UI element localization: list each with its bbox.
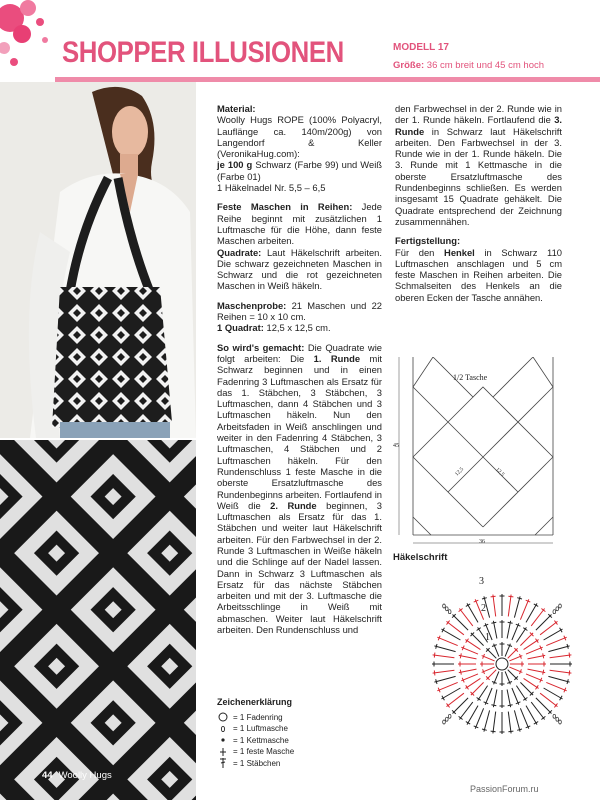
henkel-bold: Henkel [444,246,475,258]
stitch-crossbar-symbol [508,596,513,597]
amount-text: Schwarz (Farbe 99) und Weiß (Farbe 01) [217,159,383,182]
size-info [393,60,544,71]
chain-stitch-symbol [559,720,562,724]
chain-stitch-symbol [556,717,559,721]
stitch-crossbar-symbol [543,653,544,658]
ring-icon [217,712,231,722]
double-crochet-symbol [546,682,566,690]
fertig-heading: Fertigstellung: [395,235,461,247]
woman-carrying-shopper-photo [0,82,196,438]
double-crochet-symbol [514,710,520,731]
stitch-crossbar-symbol [508,705,513,706]
col2-text-2: in Schwarz laut Häkelschrift arbeiten. Den Farbwechsel in der 3. Runde wie in der 1. Runde häkeln. Die 3. Runde mit 1 Kettmasche in die oberste Ersatzluftmasche des Rundenbeginns schließen. Es werden insgesamt 15 Quadrate gehäkelt. Die Quadrate entsprechend der Zeichnung zusammennähen. [395,125,562,227]
magic-ring-symbol [496,658,508,670]
size-label: Größe: [393,60,425,71]
single-crochet-rows-paragraph [217,201,382,291]
fertig-text-1: Für den [395,246,435,258]
grid-line [413,517,431,535]
chain-stitch-symbol [448,714,451,718]
double-crochet-symbol [508,712,511,734]
double-crochet-symbol [546,637,566,645]
page-number: 44 [42,770,53,781]
chain-stitch-symbol [448,610,451,614]
stitch-crossbar-symbol [460,653,461,658]
double-crochet-symbol [478,686,488,701]
stitch-crossbar-symbol [436,679,437,684]
stitch-crossbar-symbol [491,731,496,732]
double-crochet-symbol [459,669,477,673]
double-crochet-symbol [512,623,519,640]
double-crochet-symbol [550,670,572,673]
gauge-paragraph [217,300,382,334]
stitch-crossbar-symbol [569,670,570,675]
quadrat-heading: 1 Quadrat: [217,322,264,334]
material-heading: Material: [217,103,256,114]
chain-stitch-symbol [553,714,556,718]
stitch-crossbar-symbol [567,679,568,684]
runde-1-bold: 1. Runde [313,352,361,364]
legend-item [217,758,387,770]
stitch-crossbar-symbol [460,670,461,675]
height-label: 45 [393,443,399,449]
material-text: Woolly Hugs ROPE (100% Polyacryl, Lauflänge ca. 140m/200g) von Langendorf & Keller (VeronikaHug.com): [217,114,382,160]
double-crochet-symbol [526,603,537,622]
double-crochet-symbol [516,686,526,701]
double-crochet-symbol [528,669,546,673]
material-paragraph [217,103,382,193]
stitch-crossbar-symbol [491,596,496,597]
quadrate-text: Laut Häkelschrift arbeiten. Die schwarz gezeichneten Maschen in Schwarz und die rot gezeichneten Maschen in Weiß häkeln. [217,246,382,292]
stitch-crossbar-symbol [517,729,522,730]
chain-stitch-symbol [446,607,449,611]
double-crochet-symbol [520,633,533,646]
chain-stitch-symbol [443,604,446,608]
paint-splash-decoration [0,0,70,80]
chart-stitches [432,594,572,734]
round-label-3: 3 [479,576,484,587]
double-crochet-symbol [507,621,511,639]
double-crochet-symbol [514,596,520,617]
chain-stitch-symbol [559,604,562,608]
legend-item [217,712,387,724]
chain-stitch-symbol [553,610,556,614]
article-title: SHOPPER ILLUSIONEN [62,36,344,69]
stitch-crossbar-symbol [482,598,487,599]
chain-stitch-symbol [446,717,449,721]
instructions-column-1 [217,103,382,643]
legend-item [217,746,387,758]
chain-stitch-symbol [556,607,559,611]
double-crochet-symbol [528,655,546,659]
slip-stitch-icon [217,735,231,745]
gemacht-text-1: Die Quadrate wie folgt arbeiten: Die [217,341,382,364]
double-crochet-symbol [461,647,478,654]
width-label: 36 [479,539,485,545]
double-crochet-symbol [526,647,543,654]
hook-text: 1 Häkelnadel Nr. 5,5 – 6,5 [217,182,326,194]
instructions-column-2 [395,103,562,311]
double-crochet-symbol [516,627,526,642]
legend-label: = 1 Stäbchen [233,758,281,768]
double-crochet-symbol [461,674,478,681]
double-crochet-symbol [471,682,484,695]
legend-label: = 1 Kettmasche [233,735,289,745]
bag-detail-illustration [0,440,196,800]
runde-2-bold: 2. Runde [270,499,317,511]
double-crochet-symbol [471,633,484,646]
gemacht-heading: So wird's gemacht: [217,341,305,353]
magazine-name: Woolly Hugs [58,770,112,781]
double-crochet-symbol [526,674,543,681]
stitch-crossbar-symbol [491,622,496,623]
woman-illustration [0,82,196,438]
double-crochet-symbol [433,655,455,658]
double-crochet-symbol [520,599,528,619]
double-crochet-symbol [550,655,572,658]
round-label-1: 1 [485,632,490,643]
double-crochet-symbol [437,682,457,690]
fertig-text-2: in Schwarz 110 Luftmaschen anschlagen und 5 cm feste Maschen in Reihen arbeiten. Die Schmalseiten des Henkels an die oberen Ecken der Tasche annähen. [395,246,562,303]
single-crochet-icon [217,747,231,757]
square-label-1: 12,5 [454,466,466,478]
gemacht-text-3: beginnen, 3 Luftmaschen als Ersatz für das 1. Stäbchen und weiter laut Häkelschrift arbeiten. Für den Farbwechsel in der 2. Runde 3 Luftmaschen in Weiße häkeln und die Schlinge auf der Nadel lassen. Dann in Schwarz 3 Luftmaschen als Ersatz für das nächste Stäbchen arbeiten und mit der 3. Luftmasche die Arbeitsschlinge in Weiß mit abmaschen. Weiter laut Häkelschrift arbeiten. Den Rundenschluss und [217,499,382,636]
continuation-paragraph [395,103,562,227]
double-crochet-symbol [526,706,537,725]
grid-line [448,457,483,492]
crochet-chart [393,564,600,790]
double-crochet-symbol [524,640,539,650]
legend-item [217,735,387,747]
legend-label: = 1 Luftmasche [233,724,288,733]
diagram-label: 1/2 Tasche [453,373,488,382]
double-crochet-symbol [441,629,460,640]
square-label-2: 12,5 [494,466,506,478]
fm-text: Jede Reihe beginnt mit zusätzlichen 1 Luftmasche für die Höhe, dann feste Maschen arbeiten. [217,201,382,247]
fm-heading: Feste Maschen in Reihen: [217,201,353,213]
double-crochet-symbol [433,670,455,673]
crochet-chart-title: Häkelschrift [393,552,448,563]
stitch-crossbar-symbol [508,731,513,732]
double-crochet-symbol [508,595,511,617]
double-crochet-symbol [544,629,563,640]
grid-line [413,397,473,457]
probe-heading: Maschenprobe: [217,299,287,311]
stitch-crossbar-symbol [482,729,487,730]
double-crochet-symbol [437,637,457,645]
grid-line [535,517,553,535]
double-crochet-icon [217,758,231,768]
double-crochet-symbol [512,688,519,705]
stitch-crossbar-symbol [567,644,568,649]
stitch-crossbar-symbol [569,653,570,658]
stitch-crossbar-symbol [434,670,435,675]
double-crochet-symbol [441,688,460,699]
double-crochet-symbol [467,603,478,622]
double-crochet-symbol [434,646,455,652]
round-label-2: 2 [481,603,486,614]
double-crochet-symbol [524,678,539,688]
finishing-paragraph [395,235,562,303]
double-crochet-symbol [434,676,455,682]
how-to-paragraph [217,342,382,636]
stitch-crossbar-symbol [508,622,513,623]
double-crochet-symbol [493,690,497,708]
legend-label: = 1 Fadenring [233,712,283,722]
double-crochet-symbol [548,646,569,652]
stitch-crossbar-symbol [434,653,435,658]
double-crochet-symbol [475,708,483,728]
double-crochet-symbol [493,621,497,639]
model-number: MODELL 17 [393,42,449,53]
col2-text-1: den Farbwechsel in der 2. Runde wie in der 1. Runde häkeln. Fortlaufend die [395,103,562,126]
legend-label: = 1 feste Masche [233,747,295,756]
size-value: 36 cm breit und 45 cm hoch [426,60,545,71]
stitch-crossbar-symbol [543,670,544,675]
half-bag-assembly-diagram [393,357,573,547]
double-crochet-symbol [520,682,533,695]
chain-icon [217,724,231,734]
gemacht-text-2: mit Schwarz beginnen und in einen Fadenring 3 Luftmaschen als Ersatz für das 1. Stäbchen, 3 Stäbchen, 3 Luftmaschen, dann 4 Stäbchen und 3 Luftmaschen häkeln. Nun den Arbeitsfaden in Weiß anschlingen und weiter in den Fadenring 4 Stäbchen, 3 Luftmaschen, 4 Stäbchen und 2 Luftmaschen häkeln. Für den Rundenschluss 1 feste Masche in die oberste Ersatzluftmasche des Rundenbeginns arbeiten. Fortlaufend in Weiß die [217,352,383,511]
legend-item [217,723,387,735]
legend-title: Zeichenerklärung [217,697,293,707]
quadrat-text: 12,5 x 12,5 cm. [266,322,331,334]
amount-bold: je 100 g [217,159,253,171]
runde-3-bold: 3. Runde [395,114,563,137]
double-crochet-symbol [507,690,511,708]
double-crochet-symbol [548,676,569,682]
double-crochet-symbol [493,595,496,617]
double-crochet-symbol [467,706,478,725]
symbol-legend [217,697,387,769]
double-crochet-symbol [459,655,477,659]
quadrate-heading: Quadrate: [217,246,262,258]
double-crochet-symbol [544,688,563,699]
stitch-crossbar-symbol [517,598,522,599]
double-crochet-symbol [485,688,492,705]
chain-stitch-symbol [443,720,446,724]
double-crochet-symbol [493,712,496,734]
stitch-crossbar-symbol [491,705,496,706]
double-crochet-symbol [484,710,490,731]
double-crochet-symbol [520,708,528,728]
stitch-crossbar-symbol [436,644,437,649]
probe-text: 21 Maschen und 22 Reihen = 10 x 10 cm. [217,299,382,323]
shopper-detail-photo [0,440,196,800]
watermark: PassionForum.ru [470,784,539,794]
grid-line [493,397,553,457]
double-crochet-symbol [465,640,480,650]
page-footer [42,770,112,781]
double-crochet-symbol [465,678,480,688]
